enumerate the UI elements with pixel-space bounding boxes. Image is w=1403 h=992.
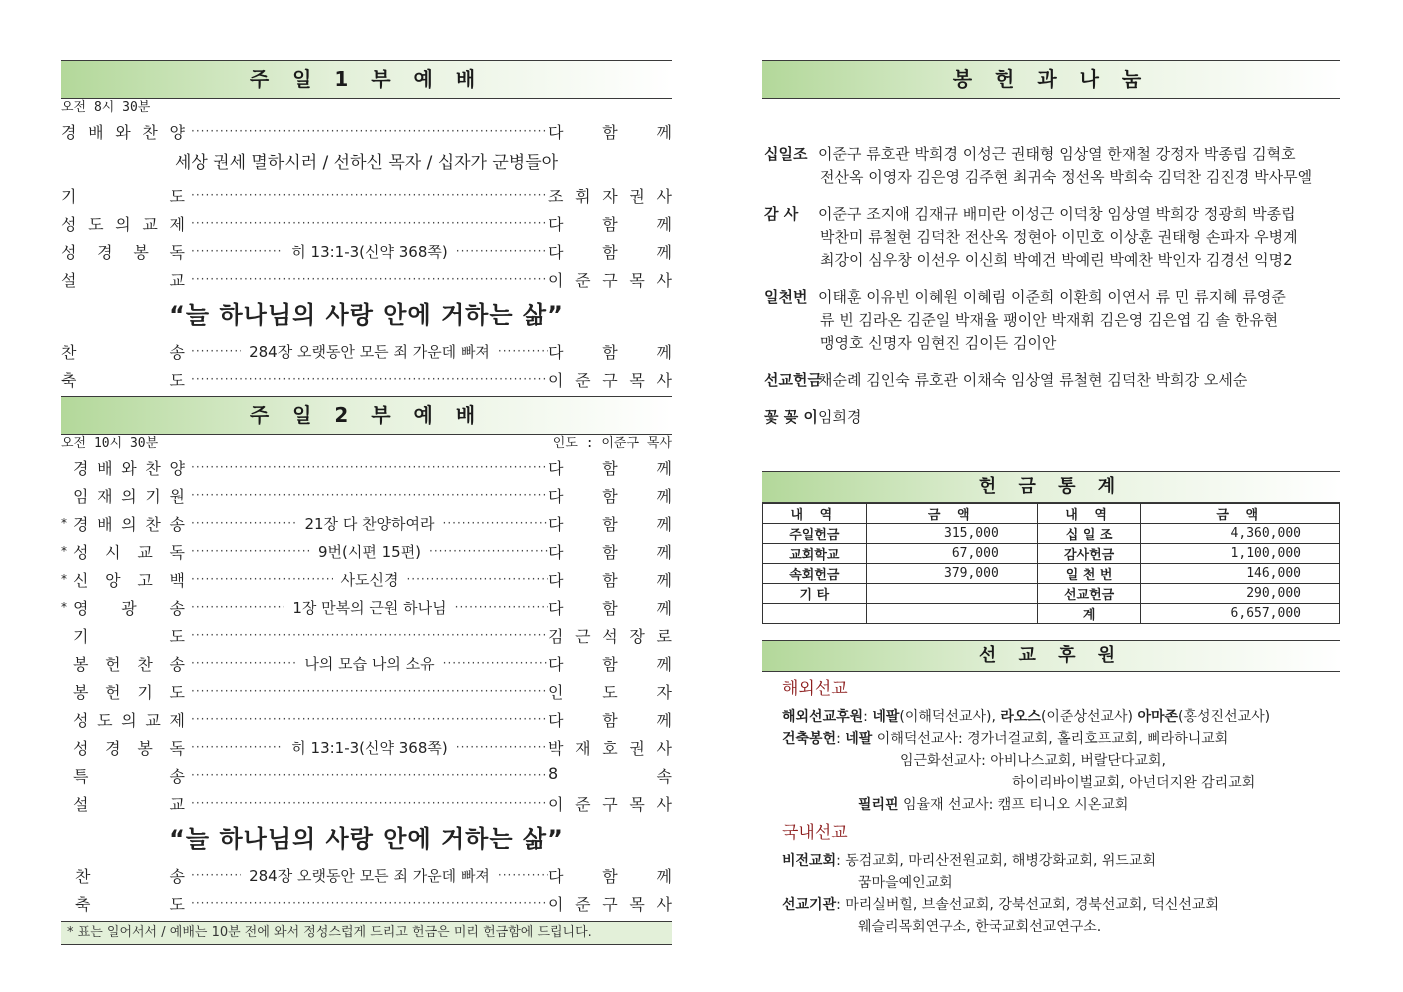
mission-detail: 하이리바이벌교회, 아넌더지완 감리교회 [1012, 775, 1256, 791]
offering-category: 십일조 [764, 145, 808, 163]
order-item-label: 찬 송 [61, 342, 185, 362]
offerings-list [764, 143, 1340, 429]
offering-names: 이준구 류호관 박희경 이성근 권태형 임상열 한재철 강정자 박종립 김혁호 [818, 145, 1296, 163]
order-item [61, 337, 672, 365]
order-item-label: 설 교 [73, 794, 185, 814]
order-item-label: 기 도 [73, 626, 185, 646]
domestic-list [782, 850, 1340, 938]
offering-line [764, 203, 1340, 226]
stat-label-cell: 감사헌금 [1037, 544, 1141, 564]
leader-dots [498, 342, 548, 360]
order-item-person: 이 준 구 목 사 [548, 370, 672, 390]
order-item [61, 565, 672, 593]
header-cell: 내 역 [1037, 504, 1141, 524]
standing-mark: * [61, 516, 67, 530]
service1-title: 주 일 1 부 예 배 [61, 60, 672, 99]
leader-dots [191, 370, 548, 388]
mission-detail: (이준상선교사) [1040, 709, 1138, 725]
order-item [61, 365, 672, 393]
stat-amount-cell: 290,000 [1141, 584, 1340, 604]
service2-time-row [61, 435, 672, 453]
offering-category: 일천번 [764, 288, 808, 306]
leader-dots [191, 458, 548, 476]
mission-line [782, 706, 1340, 728]
leader-dots [191, 186, 548, 204]
header-cell: 금 액 [866, 504, 1037, 524]
order-item-detail: 나의 모습 나의 소유 [304, 654, 435, 673]
leader-dots [191, 542, 310, 560]
leader-dots [191, 598, 284, 616]
stat-amount-cell: 379,000 [866, 564, 1037, 584]
leader-dots [191, 654, 296, 672]
stat-label-cell: 계 [1037, 604, 1141, 624]
service1-hymns: 세상 권세 멸하시러 / 선하신 목자 / 십자가 군병들아 [174, 153, 559, 173]
service2-order [61, 453, 672, 817]
offering-names: 이태훈 이유빈 이혜원 이혜림 이준희 이환희 이연서 류 민 류지혜 류영준 [818, 288, 1286, 306]
order-item-detail: 히 13:1-3(신약 368쪽) [291, 242, 448, 261]
order-item-detail: 284장 오랫동안 모든 죄 가운데 빠져 [249, 866, 490, 885]
mission-line [782, 850, 1340, 872]
order-item-person: 다 함 께 [548, 570, 672, 590]
order-item-label: 특 송 [73, 766, 185, 786]
order-item [61, 621, 672, 649]
order-item [61, 265, 672, 293]
service2-time: 오전 10시 30분 [61, 436, 159, 451]
leader-dots [191, 766, 548, 784]
order-item [61, 181, 672, 209]
order-item-label: 축 도 [75, 894, 185, 914]
order-item-person: 다 함 께 [548, 866, 672, 886]
leader-dots [456, 738, 548, 756]
mission-name: 네팔 [872, 709, 900, 725]
order-item [61, 889, 672, 917]
mission-detail: 꿈마을예인교회 [858, 875, 953, 891]
leader-dots [191, 122, 548, 140]
stat-amount-cell [866, 604, 1037, 624]
order-item-person: 8 속 [548, 763, 672, 786]
order-item-detail: 21장 다 찬양하여라 [304, 514, 435, 533]
offering-category: 감 사 [764, 205, 799, 223]
mission-detail: : 마리실버힐, 브솔선교회, 강북선교회, 경북선교회, 덕신선교회 [836, 897, 1219, 913]
order-item-label: 경 배 의 찬 송 [73, 514, 185, 534]
standing-mark: * [61, 544, 67, 558]
mission-detail: : [836, 731, 846, 747]
order-item-person: 다 함 께 [548, 598, 673, 618]
leader-dots [406, 570, 548, 588]
stat-label-cell: 기 타 [763, 584, 867, 604]
service1-time-row [61, 99, 672, 117]
order-item [61, 509, 672, 537]
mission-detail: 웨슬리목회연구소, 한국교회선교연구소. [858, 919, 1102, 935]
order-item-detail: 9번(시편 15편) [317, 542, 422, 561]
mission-name: 건축봉헌 [782, 731, 837, 747]
order-item-detail: 사도신경 [340, 570, 399, 589]
mission-detail: 임근화선교사: 아비나스교회, 버랄단다교회, [900, 753, 1166, 769]
order-item [61, 453, 672, 481]
service-note: * 표는 일어서서 / 예배는 10분 전에 와서 정성스럽게 드리고 헌금은 미리 헌금함에 드립니다. [61, 921, 672, 945]
offering-line: 최강이 심우창 이선우 이신희 박예건 박예린 박예찬 박인자 김경선 익명2 [820, 251, 1293, 269]
leader-dots [455, 598, 548, 616]
order-item-label: 성 경 봉 독 [61, 242, 185, 262]
header-cell: 내 역 [763, 504, 867, 524]
mission-name: 네팔 [845, 731, 873, 747]
table-row [763, 564, 1340, 584]
order-item-label: 성 도 의 교 제 [61, 214, 185, 234]
order-item-person: 이 준 구 목 사 [548, 794, 672, 814]
mission-name: 라오스 [1000, 709, 1041, 725]
header-cell: 금 액 [1141, 504, 1340, 524]
leader-dots [443, 514, 548, 532]
leader-dots [191, 342, 241, 360]
table-row [763, 584, 1340, 604]
order-item-person: 다 함 께 [548, 486, 672, 506]
leader-dots [456, 242, 548, 260]
order-item-person: 이 준 구 목 사 [548, 894, 672, 914]
stat-label-cell: 교회학교 [763, 544, 867, 564]
leader-dots [191, 626, 548, 644]
order-item [61, 789, 672, 817]
order-item [61, 649, 672, 677]
stat-label-cell: 일 천 번 [1037, 564, 1141, 584]
overseas-heading: 해외선교 [782, 679, 848, 699]
order-item-label: 기 도 [61, 186, 185, 206]
stat-label-cell [763, 604, 867, 624]
mission-name: 비전교회 [782, 853, 837, 869]
leader-dots [191, 514, 296, 532]
order-item-person: 다 함 께 [548, 542, 673, 562]
order-item-label: 영 광 송 [73, 598, 185, 618]
order-item-person: 박 재 호 권 사 [548, 738, 672, 758]
order-item [61, 861, 672, 889]
leader-dots [191, 710, 548, 728]
order-item [61, 117, 672, 145]
order-item-label: 성 경 봉 독 [73, 738, 185, 758]
leader-dots [191, 794, 548, 812]
order-item-person: 다 함 께 [548, 342, 672, 362]
order-item [61, 537, 672, 565]
service1-closing [61, 337, 672, 393]
leader-dots [191, 270, 548, 288]
mission-name: 선교기관 [782, 897, 837, 913]
order-item-label: 성 도 의 교 제 [73, 710, 185, 730]
offering-line [764, 406, 1340, 429]
order-item [61, 733, 672, 761]
order-item-label: 찬 송 [75, 866, 185, 886]
table-row [763, 544, 1340, 564]
offering-line [764, 286, 1340, 309]
service1-order [61, 117, 672, 293]
service2-leader: 인도 : 이준구 목사 [552, 436, 672, 451]
overseas-list [782, 706, 1340, 816]
leader-dots [191, 214, 548, 232]
mission-section [762, 678, 1340, 938]
offering-stats-table [762, 503, 1340, 624]
service2-sermon-title: “늘 하나님의 사랑 안에 거하는 삶” [169, 825, 564, 853]
leader-dots [191, 486, 548, 504]
leader-dots [443, 654, 548, 672]
offerings-title: 봉 헌 과 나 눔 [762, 60, 1340, 99]
order-item [61, 677, 672, 705]
order-item-label: 임 재 의 기 원 [73, 486, 185, 506]
mission-line [782, 728, 1340, 750]
stat-amount-cell: 4,360,000 [1141, 524, 1340, 544]
table-row [763, 604, 1340, 624]
order-item [61, 237, 672, 265]
mission-line [782, 872, 1340, 894]
mission-detail: : 동검교회, 마리산전원교회, 해병강화교회, 위드교회 [836, 853, 1156, 869]
mission-name: 아마존 [1137, 709, 1179, 725]
order-item-person: 인 도 자 [548, 682, 672, 702]
order-item-person: 다 함 께 [548, 242, 673, 262]
order-item-person: 이 준 구 목 사 [548, 270, 672, 290]
order-item-person: 다 함 께 [548, 214, 672, 234]
stat-amount-cell: 146,000 [1141, 564, 1340, 584]
order-item-label: 경 배 와 찬 양 [73, 458, 185, 478]
mission-detail: (홍성진선교사) [1178, 709, 1271, 725]
service2-title: 주 일 2 부 예 배 [61, 396, 672, 435]
offering-line: 맹영호 신명자 임현진 김이든 김이안 [820, 334, 1057, 352]
offering-line [764, 369, 1340, 392]
mission-detail: 이해덕선교사: 경가너걸교회, 홀리호프교회, 삐라하니교회 [872, 731, 1229, 747]
mission-name: 필리핀 [858, 797, 899, 813]
leader-dots [191, 894, 548, 912]
order-item-person: 다 함 께 [548, 710, 672, 730]
mission-line [782, 750, 1340, 772]
order-item-label: 설 교 [61, 270, 185, 290]
offering-line: 전산옥 이영자 김은영 김주현 최귀숙 정선옥 박희숙 김덕찬 김진경 박사무엘 [820, 168, 1313, 186]
leader-dots [429, 542, 548, 560]
order-item-label: 성 시 교 독 [73, 542, 185, 562]
order-item [61, 209, 672, 237]
service2-closing [61, 861, 672, 917]
stat-amount-cell: 1,100,000 [1141, 544, 1340, 564]
mission-line [782, 794, 1340, 816]
mission-line [782, 894, 1340, 916]
stat-amount-cell: 6,657,000 [1141, 604, 1340, 624]
stat-amount-cell: 67,000 [866, 544, 1037, 564]
mission-name: 해외선교후원 [782, 709, 864, 725]
order-item-label: 봉 헌 기 도 [73, 682, 185, 702]
stats-title: 헌 금 통 계 [762, 471, 1340, 503]
standing-mark: * [61, 572, 67, 586]
offering-category: 꽃 꽂 이 [764, 408, 818, 426]
order-item-person: 다 함 께 [548, 654, 673, 674]
offering-names: 임희경 [818, 408, 862, 426]
offering-names: 채순례 김인숙 류호관 이채숙 임상열 류철현 김덕찬 박희강 오세순 [818, 371, 1248, 389]
order-item-person: 조 휘 자 권 사 [548, 186, 672, 206]
service1-sermon-title: “늘 하나님의 사랑 안에 거하는 삶” [169, 301, 564, 329]
stat-amount-cell [866, 584, 1037, 604]
order-item-label: 축 도 [61, 370, 185, 390]
leader-dots [191, 570, 333, 588]
order-item-detail: 1장 만복의 근원 하나님 [292, 598, 447, 617]
offering-line: 류 빈 김라온 김준일 박재율 팽이안 박재휘 김은영 김은엽 김 솔 한유현 [820, 311, 1279, 329]
stat-label-cell: 주일헌금 [763, 524, 867, 544]
service1-time: 오전 8시 30분 [61, 100, 151, 115]
order-item [61, 481, 672, 509]
stat-label-cell: 십 일 조 [1037, 524, 1141, 544]
stat-label-cell: 선교헌금 [1037, 584, 1141, 604]
order-item-person: 다 함 께 [548, 514, 672, 534]
standing-mark: * [61, 600, 67, 614]
order-item [61, 593, 672, 621]
order-item-detail: 284장 오랫동안 모든 죄 가운데 빠져 [249, 342, 490, 361]
order-item-person: 다 함 께 [548, 122, 672, 142]
order-item [61, 705, 672, 733]
offering-category: 선교헌금 [764, 371, 822, 389]
order-item-label: 봉 헌 찬 송 [73, 654, 185, 674]
mission-detail: : [863, 709, 873, 725]
table-header-row [763, 504, 1340, 524]
mission-line [782, 772, 1340, 794]
leader-dots [498, 866, 548, 884]
domestic-heading: 국내선교 [782, 823, 848, 843]
order-item-person: 다 함 께 [548, 458, 672, 478]
stat-amount-cell: 315,000 [866, 524, 1037, 544]
mission-title: 선 교 후 원 [762, 640, 1340, 672]
order-item [61, 761, 672, 789]
stat-label-cell: 속회헌금 [763, 564, 867, 584]
mission-line [782, 916, 1340, 938]
leader-dots [191, 738, 283, 756]
leader-dots [191, 866, 241, 884]
offering-line: 박찬미 류철현 김덕찬 전산옥 정현아 이민호 이상훈 권태형 손파자 우병계 [820, 228, 1298, 246]
left-column [61, 60, 672, 945]
right-column [762, 60, 1340, 938]
order-item-detail: 히 13:1-3(신약 368쪽) [291, 738, 448, 757]
table-row [763, 524, 1340, 544]
offering-names: 이준구 조지애 김재규 배미란 이성근 이덕창 임상열 박희강 정광희 박종립 [818, 205, 1296, 223]
order-item-label: 경 배 와 찬 양 [61, 122, 185, 142]
mission-detail: (이해덕선교사), [899, 709, 1001, 725]
mission-detail: 임율재 선교사: 캠프 티니오 시온교회 [898, 797, 1129, 813]
order-item-person: 김 근 석 장 로 [548, 626, 672, 646]
leader-dots [191, 682, 548, 700]
offering-line [764, 143, 1340, 166]
order-item-label: 신 앙 고 백 [73, 570, 185, 590]
leader-dots [191, 242, 283, 260]
